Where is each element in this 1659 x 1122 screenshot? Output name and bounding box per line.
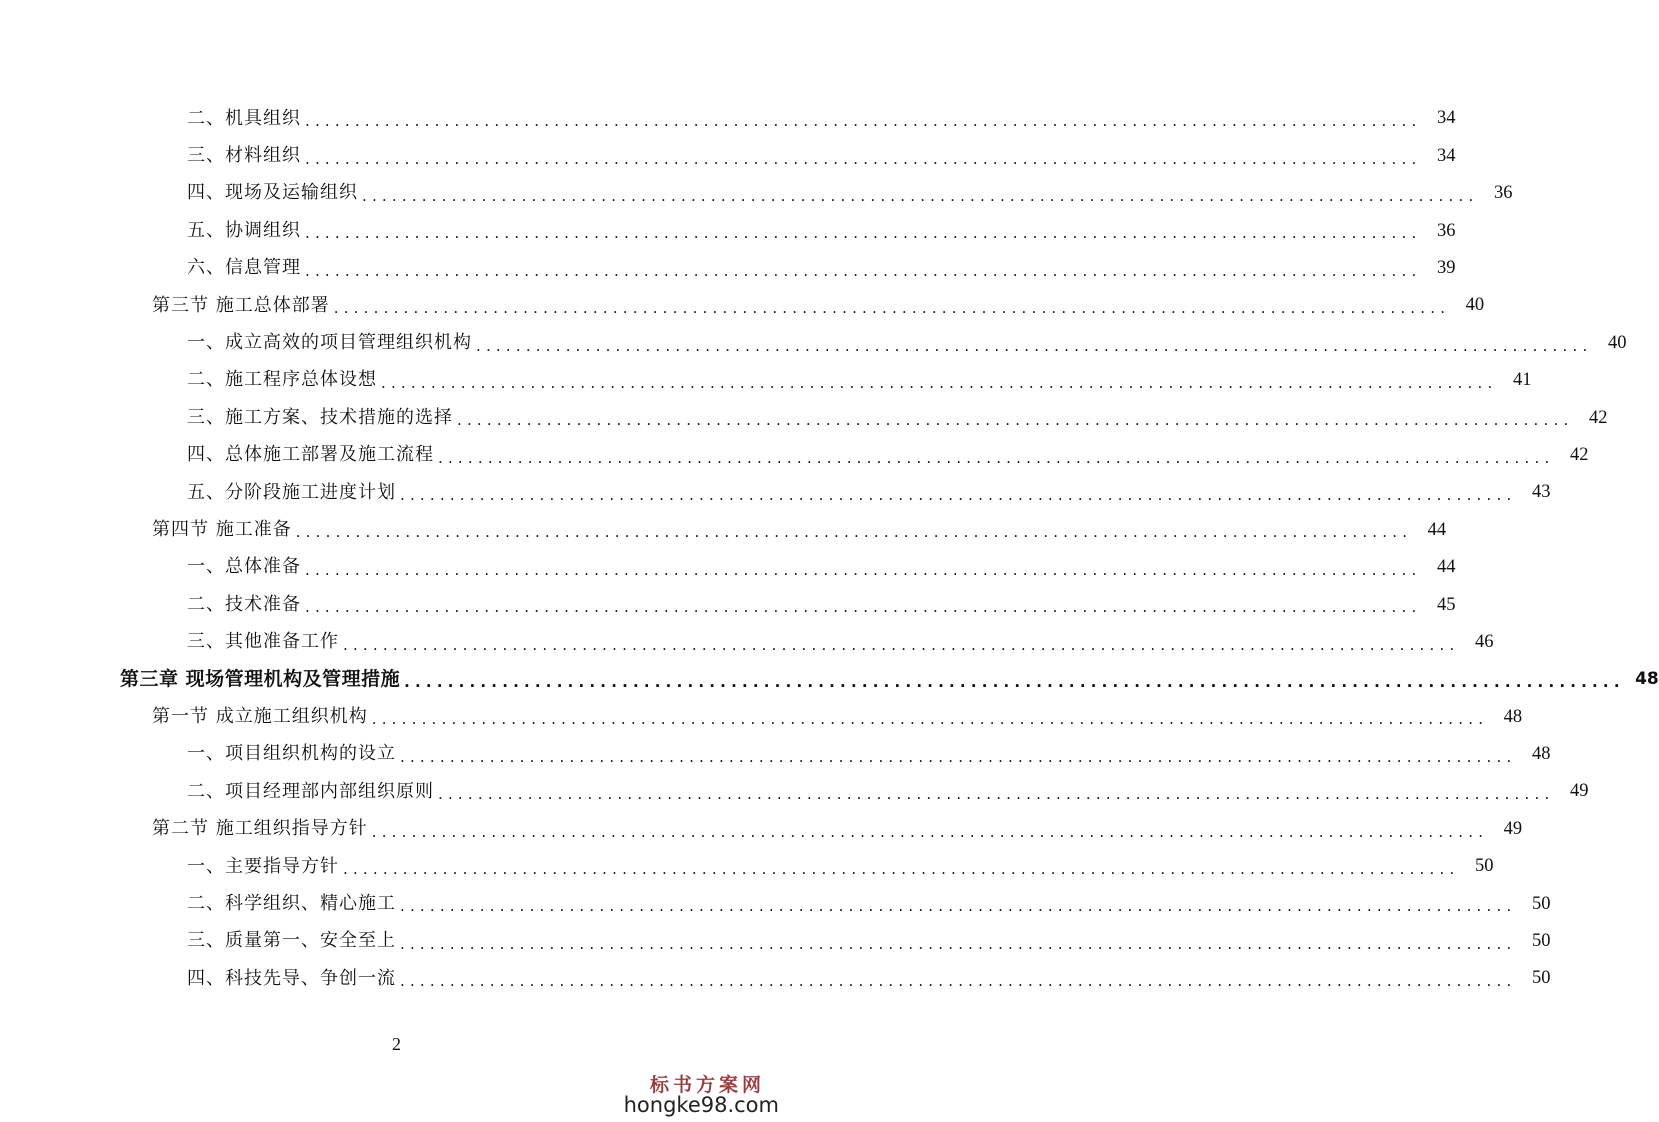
toc-entry-item[interactable] — [0, 324, 1627, 361]
toc-entry-section[interactable] — [0, 511, 1447, 548]
toc-entry-label: 三、施工方案、技术措施的选择 — [187, 406, 453, 428]
toc-dot-leader: ................................................................................................................ — [371, 822, 1489, 841]
toc-entry-page-number: 50 — [1474, 856, 1494, 877]
toc-entry-item[interactable] — [0, 212, 1456, 249]
toc-dot-leader: ................................................................................................................ — [400, 934, 1517, 953]
watermark-logo — [623, 1062, 793, 1122]
toc-dot-leader: ................................................................................................................ — [400, 972, 1517, 991]
toc-entry-page-number: 43 — [1531, 482, 1551, 503]
toc-entry-label: 一、项目组织机构的设立 — [187, 743, 396, 765]
toc-entry-label: 第二节 施工组织指导方针 — [152, 818, 368, 840]
toc-dot-leader: ................................................................................................................ — [457, 411, 1574, 430]
toc-entry-label: 五、协调组织 — [187, 219, 301, 241]
toc-dot-leader: ................................................................................................................ — [438, 785, 1555, 804]
toc-entry-page-number: 39 — [1436, 258, 1456, 278]
toc-entry-label: 二、机具组织 — [187, 107, 301, 129]
toc-entry-page-number: 49 — [1569, 781, 1589, 802]
toc-entry-page-number: 48 — [1635, 669, 1659, 690]
toc-dot-leader: ................................................................................................................ — [400, 747, 1517, 766]
toc-entry-label: 二、施工程序总体设想 — [187, 369, 377, 391]
toc-dot-leader: ................................................................................................................ — [400, 486, 1517, 505]
toc-dot-leader: ................................................................................................................ — [343, 860, 1460, 878]
toc-dot-leader: ................................................................................................................ — [305, 112, 1422, 131]
toc-entry-chapter[interactable] — [0, 661, 1659, 698]
toc-dot-leader: ................................................................................................................ — [305, 261, 1422, 280]
toc-entry-page-number: 49 — [1503, 818, 1523, 839]
toc-entry-label: 五、分阶段施工进度计划 — [187, 481, 396, 503]
toc-entry-item[interactable] — [0, 960, 1551, 997]
toc-entry-page-number: 46 — [1474, 631, 1494, 652]
toc-dot-leader: ................................................................................................................ — [362, 186, 1479, 205]
toc-entry-section[interactable] — [0, 810, 1523, 847]
toc-entry-page-number: 44 — [1427, 519, 1447, 540]
toc-entry-item[interactable] — [0, 586, 1456, 623]
toc-entry-label: 二、项目经理部内部组织原则 — [187, 780, 434, 802]
toc-entry-label: 一、成立高效的项目管理组织机构 — [187, 332, 472, 354]
toc-entry-item[interactable] — [0, 623, 1494, 660]
toc-entry-page-number: 45 — [1436, 594, 1456, 615]
toc-entry-page-number: 44 — [1436, 557, 1456, 578]
toc-entry-label: 第三章 现场管理机构及管理措施 — [120, 668, 401, 691]
toc-entry-label: 第四节 施工准备 — [152, 518, 292, 540]
toc-entry-page-number: 48 — [1531, 744, 1551, 765]
toc-entry-item[interactable] — [0, 474, 1551, 511]
toc-entry-item[interactable] — [0, 923, 1551, 960]
toc-entry-item[interactable] — [0, 100, 1456, 137]
toc-entry-label: 第三节 施工总体部署 — [152, 294, 330, 316]
toc-entry-item[interactable] — [0, 175, 1513, 212]
toc-entry-label: 一、总体准备 — [187, 556, 301, 578]
toc-entry-page-number: 36 — [1493, 183, 1513, 204]
toc-entry-item[interactable] — [0, 549, 1456, 586]
toc-dot-leader: ................................................................................................................ — [438, 448, 1555, 467]
toc-entry-label: 四、科技先导、争创一流 — [187, 967, 396, 989]
toc-entry-item[interactable] — [0, 848, 1494, 885]
toc-entry-page-number: 41 — [1512, 370, 1532, 391]
toc-entry-item[interactable] — [0, 362, 1532, 399]
toc-dot-leader: ................................................................................................................ — [476, 336, 1593, 355]
toc-entry-item[interactable] — [0, 773, 1589, 810]
toc-entry-item[interactable] — [0, 399, 1608, 436]
toc-entry-page-number: 48 — [1503, 706, 1523, 727]
toc-entry-item[interactable] — [0, 250, 1456, 287]
toc-dot-leader: ................................................................................................................ — [404, 673, 1625, 692]
toc-dot-leader: ................................................................................................................ — [305, 598, 1422, 617]
toc-dot-leader: ................................................................................................................ — [305, 560, 1422, 579]
toc-entry-page-number: 50 — [1531, 893, 1551, 914]
watermark-title: 标书方案网 — [649, 1074, 765, 1096]
toc-entry-page-number: 36 — [1436, 220, 1456, 241]
toc-entry-page-number: 50 — [1531, 968, 1551, 989]
toc-entry-label: 三、其他准备工作 — [187, 631, 339, 653]
toc-entry-label: 六、信息管理 — [187, 257, 301, 279]
toc-dot-leader: ................................................................................................................ — [343, 635, 1460, 654]
toc-dot-leader: ................................................................................................................ — [333, 299, 1451, 318]
toc-entry-label: 二、技术准备 — [187, 593, 301, 615]
toc-entry-page-number: 34 — [1436, 108, 1456, 129]
toc-dot-leader: ................................................................................................................ — [305, 224, 1422, 243]
toc-entry-page-number: 42 — [1569, 444, 1589, 465]
page-number: 2 — [392, 1034, 401, 1054]
toc-entry-label: 四、现场及运输组织 — [187, 182, 358, 204]
toc-dot-leader: ................................................................................................................ — [295, 523, 1413, 542]
toc-entry-page-number: 40 — [1465, 295, 1485, 316]
toc-entry-label: 三、材料组织 — [187, 145, 301, 167]
toc-dot-leader: ................................................................................................................ — [371, 710, 1489, 729]
toc-entry-page-number: 50 — [1531, 931, 1551, 952]
toc-entry-label: 四、总体施工部署及施工流程 — [187, 444, 434, 466]
toc-entry-page-number: 42 — [1588, 407, 1608, 428]
toc-entry-item[interactable] — [0, 137, 1456, 174]
toc-entry-item[interactable] — [0, 885, 1551, 922]
toc-entry-page-number: 40 — [1607, 332, 1627, 353]
toc-dot-leader: ................................................................................................................ — [305, 149, 1422, 168]
toc-entry-page-number: 34 — [1436, 145, 1456, 166]
toc-dot-leader: ................................................................................................................ — [381, 373, 1498, 392]
toc-entry-label: 一、主要指导方针 — [187, 855, 339, 877]
table-of-contents — [0, 100, 1659, 997]
toc-entry-item[interactable] — [0, 437, 1589, 474]
toc-entry-section[interactable] — [0, 698, 1523, 735]
toc-dot-leader: ................................................................................................................ — [400, 897, 1517, 916]
toc-entry-label: 二、科学组织、精心施工 — [187, 892, 396, 914]
toc-entry-item[interactable] — [0, 736, 1551, 773]
toc-entry-section[interactable] — [0, 287, 1485, 324]
watermark-url: hongke98.com — [623, 1093, 779, 1117]
toc-entry-label: 三、质量第一、安全至上 — [187, 930, 396, 952]
toc-entry-label: 第一节 成立施工组织机构 — [152, 705, 368, 727]
